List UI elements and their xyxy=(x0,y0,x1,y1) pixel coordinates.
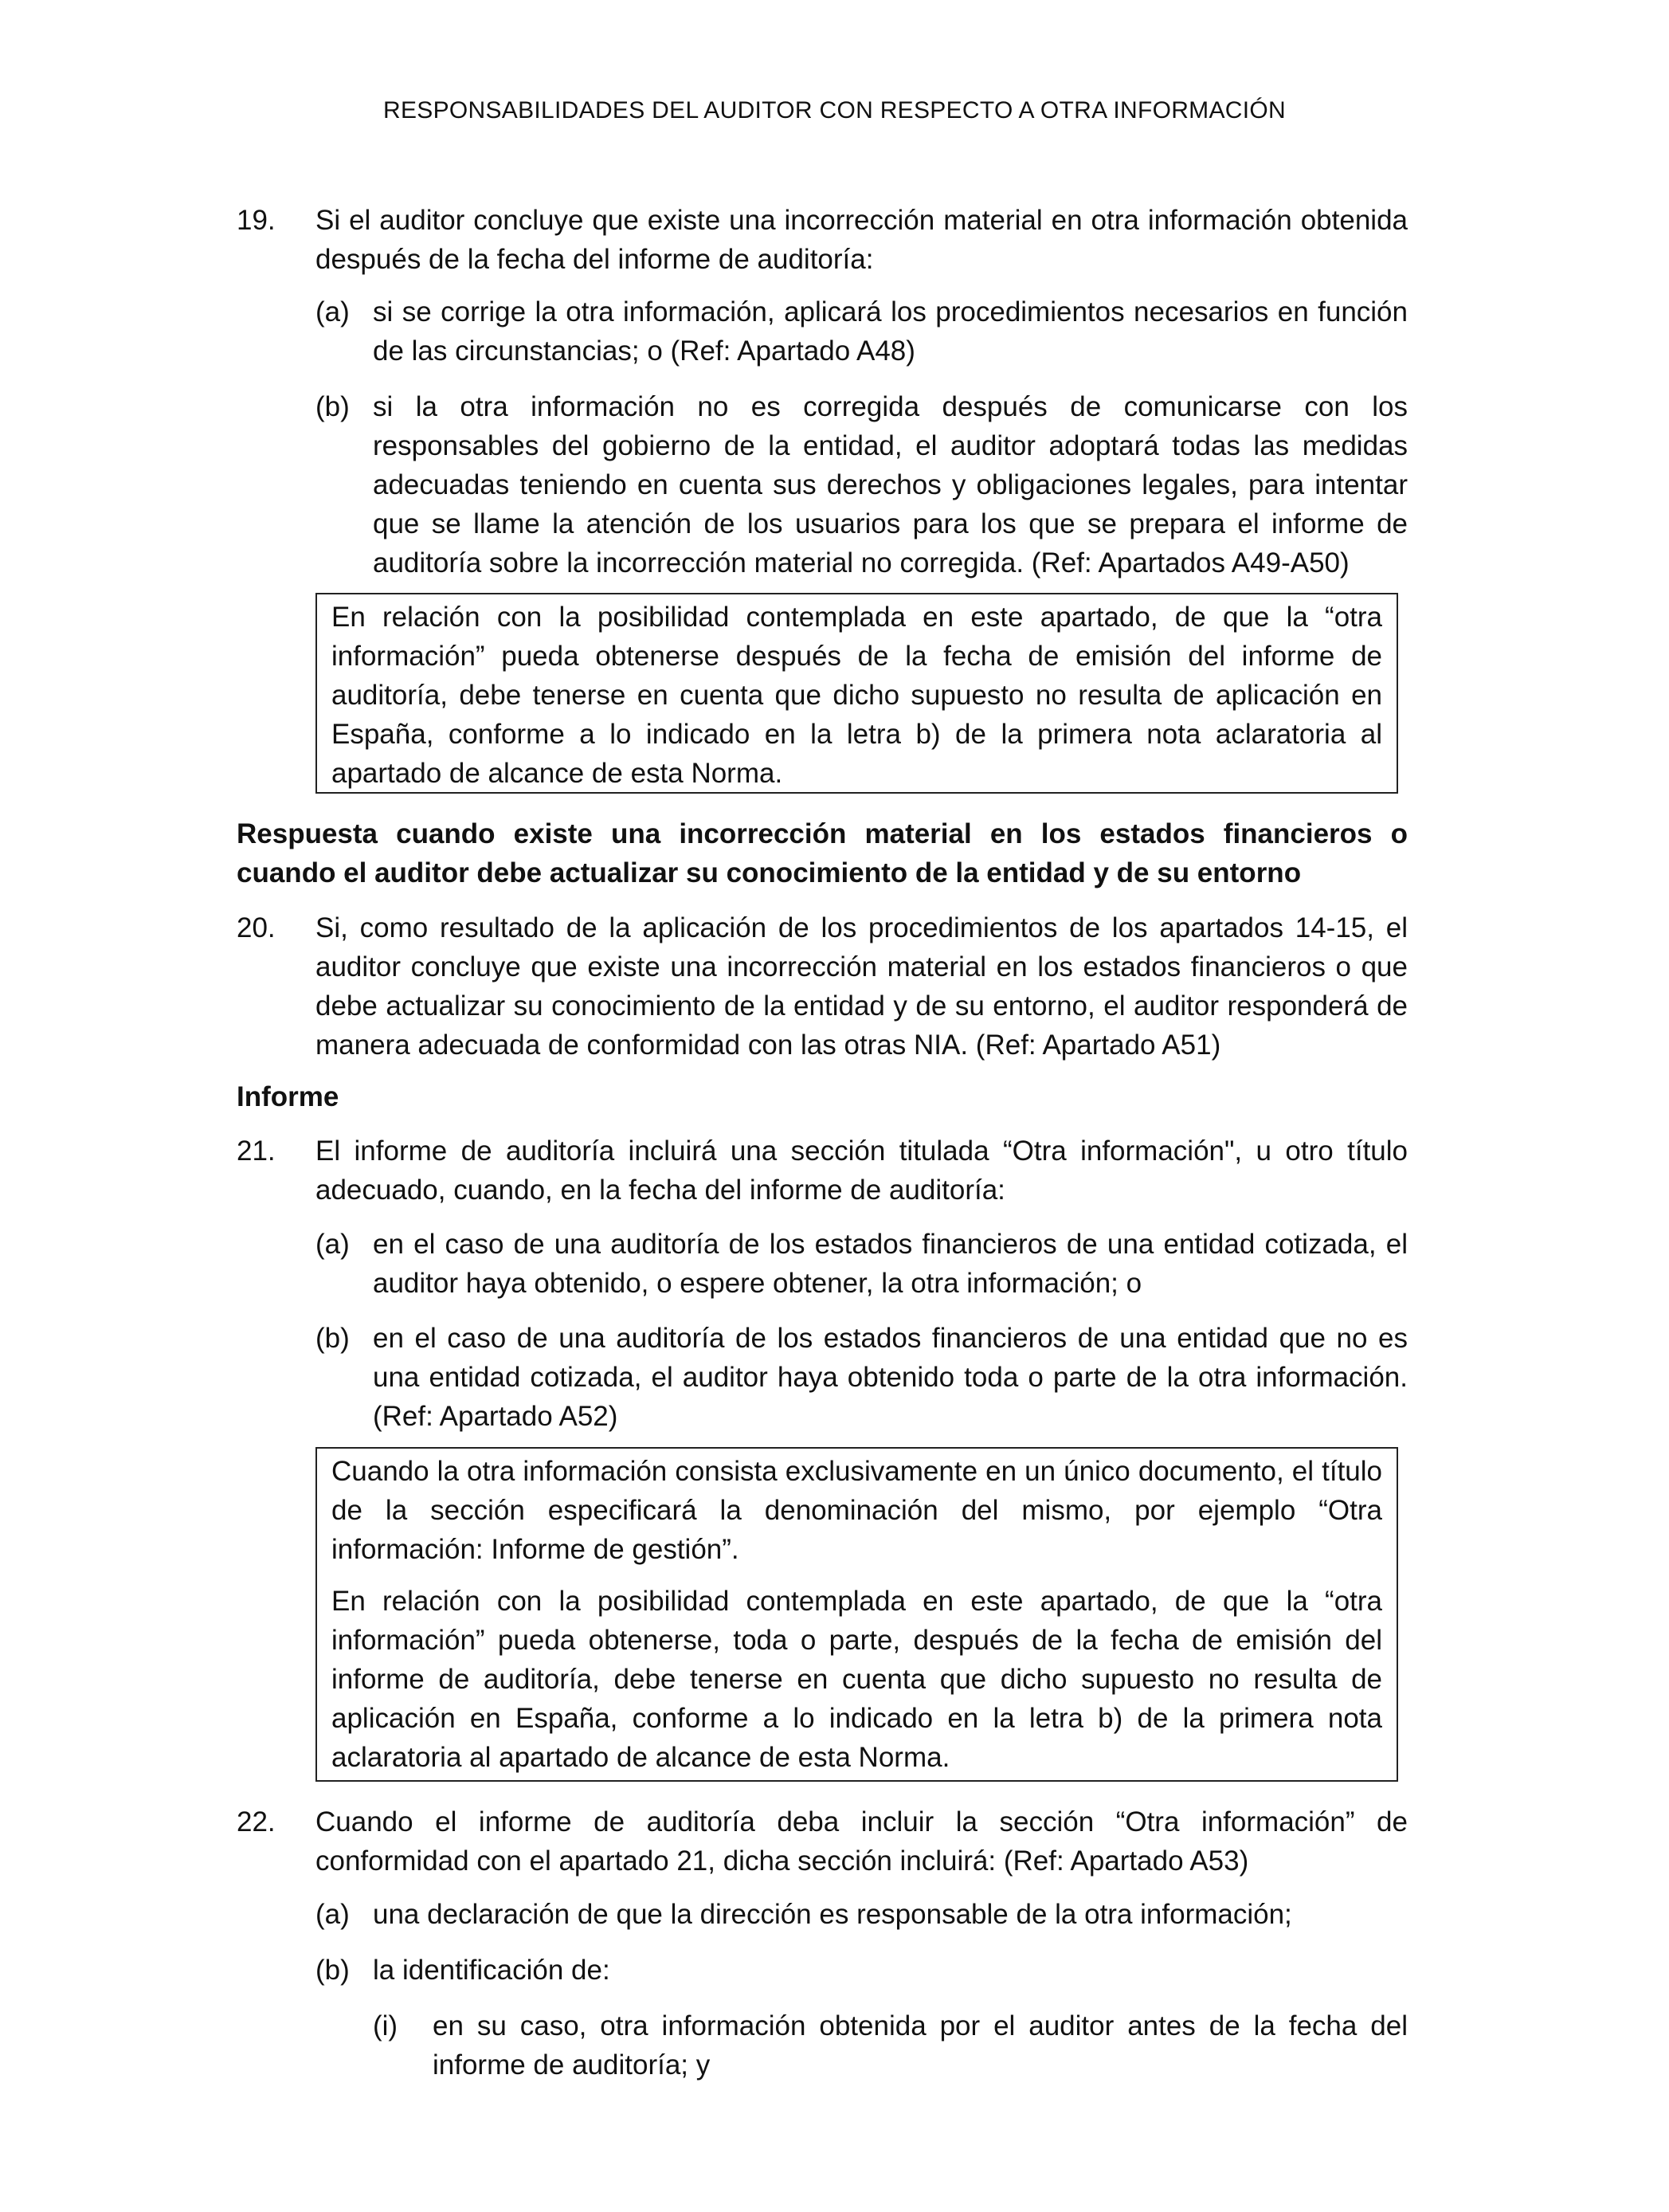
paragraph-number: 19. xyxy=(237,205,276,236)
item-label: (b) xyxy=(315,1323,350,1354)
note-text-2: En relación con la posibilidad contemplada en este apartado, de que la “otra información” pueda obtenerse, toda o parte, después de la fecha de emisión del informe de auditoría, debe tenerse en cuenta que dicho supuesto no resulta de aplicación en España, conforme a lo indicado en la letra b) de la primera nota aclaratoria al apartado de alcance de esta Norma. xyxy=(331,1586,1382,1773)
item-label: (a) xyxy=(315,1229,350,1260)
item-label: (a) xyxy=(315,1899,350,1930)
item-text: si se corrige la otra información, aplicará los procedimientos necesarios en función de las circunstancias; o (Ref: Apartado A48) xyxy=(373,296,1408,367)
paragraph-number: 21. xyxy=(237,1135,276,1167)
item-label: (a) xyxy=(315,296,350,327)
item-text: en su caso, otra información obtenida por el auditor antes de la fecha del informe de auditoría; y xyxy=(433,2010,1408,2081)
item-label: (i) xyxy=(373,2010,398,2041)
paragraph-text: El informe de auditoría incluirá una sección titulada “Otra información", u otro título adecuado, cuando, en la fecha del informe de auditoría: xyxy=(315,1135,1408,1206)
section-heading-respuesta: Respuesta cuando existe una incorrección material en los estados financieros o cuando el auditor debe actualizar su conocimiento de la entidad y de su entorno xyxy=(237,818,1408,888)
item-text: una declaración de que la dirección es responsable de la otra información; xyxy=(373,1899,1292,1930)
item-label: (b) xyxy=(315,391,350,422)
item-text: en el caso de una auditoría de los estados financieros de una entidad cotizada, el auditor haya obtenido, o espere obtener, la otra información; o xyxy=(373,1229,1408,1299)
paragraph-number: 22. xyxy=(237,1806,276,1837)
item-text: si la otra información no es corregida después de comunicarse con los responsables del gobierno de la entidad, el auditor adoptará todas las medidas adecuadas teniendo en cuenta sus derechos y obligaciones legales, para intentar que se llame la atención de los usuarios para los que se prepara el informe de auditoría sobre la incorrección material no corregida. (Ref: Apartados A49-A50) xyxy=(373,391,1408,578)
note-box-21 xyxy=(315,1447,1398,1782)
section-heading-informe: Informe xyxy=(237,1081,339,1112)
item-label: (b) xyxy=(315,1955,350,1986)
paragraph-text: Si el auditor concluye que existe una incorrección material en otra información obtenida después de la fecha del informe de auditoría: xyxy=(315,205,1408,275)
paragraph-text: Cuando el informe de auditoría deba incluir la sección “Otra información” de conformidad con el apartado 21, dicha sección incluirá: (Ref: Apartado A53) xyxy=(315,1806,1408,1877)
paragraph-number: 20. xyxy=(237,912,276,943)
item-text: la identificación de: xyxy=(373,1955,610,1986)
running-header: RESPONSABILIDADES DEL AUDITOR CON RESPECTO A OTRA INFORMACIÓN xyxy=(383,97,1286,124)
note-text: En relación con la posibilidad contemplada en este apartado, de que la “otra información” pueda obtenerse después de la fecha de emisión del informe de auditoría, debe tenerse en cuenta que dicho supuesto no resulta de aplicación en España, conforme a lo indicado en la letra b) de la primera nota aclaratoria al apartado de alcance de esta Norma. xyxy=(331,602,1382,789)
paragraph-text: Si, como resultado de la aplicación de los procedimientos de los apartados 14-15, el auditor concluye que existe una incorrección material en los estados financieros o que debe actualizar su conocimiento de la entidad y de su entorno, el auditor responderá de manera adecuada de conformidad con las otras NIA. (Ref: Apartado A51) xyxy=(315,912,1408,1061)
item-text: en el caso de una auditoría de los estados financieros de una entidad que no es una entidad cotizada, el auditor haya obtenido toda o parte de la otra información. (Ref: Apartado A52) xyxy=(373,1323,1408,1432)
note-text-1: Cuando la otra información consista exclusivamente en un único documento, el título de la sección especificará la denominación del mismo, por ejemplo “Otra información: Informe de gestión”. xyxy=(331,1456,1382,1565)
note-box-19 xyxy=(315,593,1398,794)
